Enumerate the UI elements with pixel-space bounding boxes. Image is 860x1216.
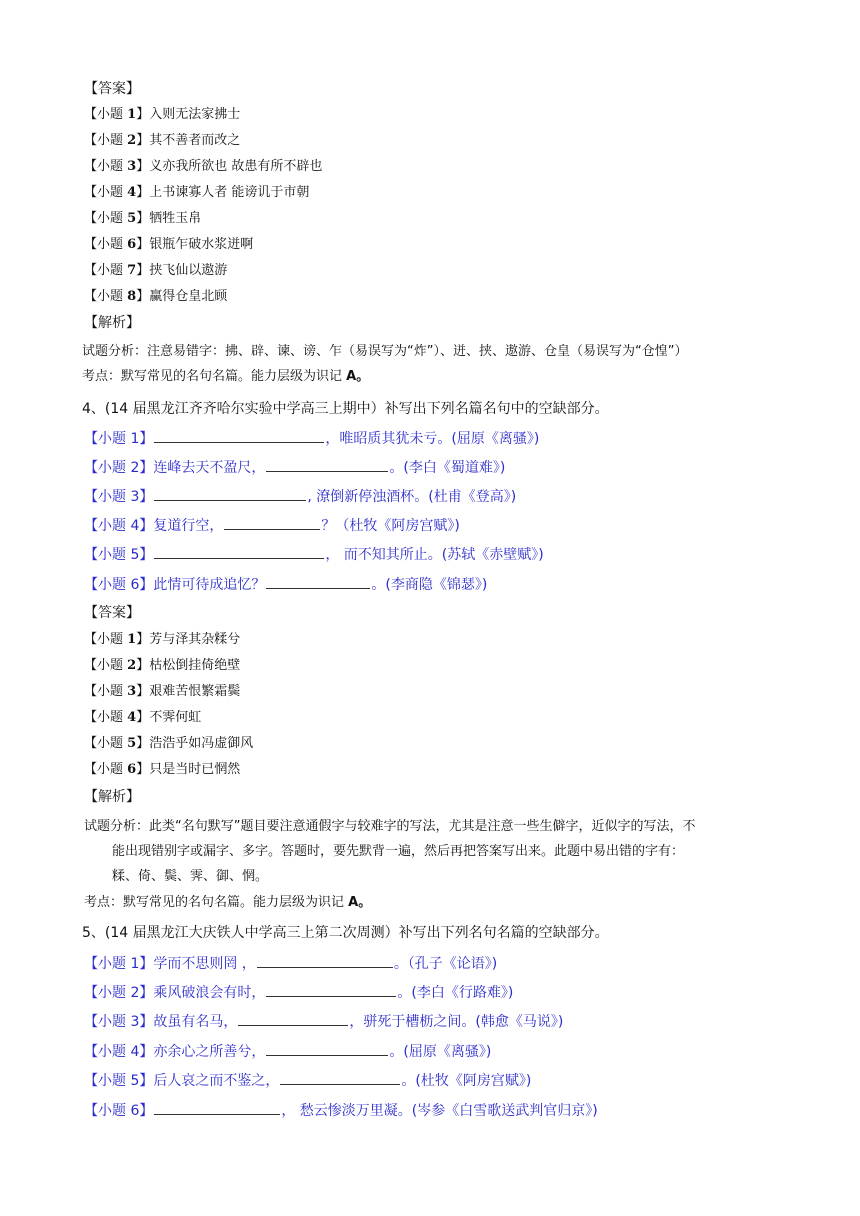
q5-item-1: 【小题 1】学而不思则罔 ， 。（孔子《论语》) <box>84 953 497 974</box>
blank-line[interactable] <box>280 1070 400 1085</box>
blank-line[interactable] <box>154 428 324 443</box>
q4-item-4: 【小题 4】复道行空， ？（杜牧《阿房宫赋》) <box>84 515 460 536</box>
answer-item: 【小题 6】只是当时已惘然 <box>84 762 241 777</box>
blank-line[interactable] <box>238 1011 348 1026</box>
q5-item-5: 【小题 5】后人哀之而不鉴之， 。(杜牧《阿房宫赋》) <box>84 1070 531 1091</box>
q5-item-6: 【小题 6】 ， 愁云惨淡万里凝。(岑参《白雪歌送武判官归京》) <box>84 1100 598 1121</box>
answer-item: 【小题 8】赢得仓皇北顾 <box>84 289 228 304</box>
answer-item: 【小题 1】入则无法家拂士 <box>84 107 241 122</box>
q4-item-1: 【小题 1】 ，唯昭质其犹未亏。(屈原《离骚》) <box>84 428 539 449</box>
q5-item-2: 【小题 2】乘风破浪会有时， 。(李白《行路难》) <box>84 982 513 1003</box>
kaodian-text: 考点：默写常见的名句名篇。能力层级为识记 A。 <box>84 895 372 910</box>
answer-item: 【小题 7】挟飞仙以遨游 <box>84 263 228 278</box>
answer-item: 【小题 5】浩浩乎如冯虚御风 <box>84 736 254 751</box>
analysis-text: 糅、倚、鬓、霁、御、惘。 <box>112 869 269 884</box>
blank-line[interactable] <box>154 1100 280 1115</box>
blank-line[interactable] <box>257 953 393 968</box>
analysis-heading: 【解析】 <box>84 315 140 331</box>
blank-line[interactable] <box>224 515 320 530</box>
blank-line[interactable] <box>266 574 370 589</box>
question-5-title: 5、(14 届黑龙江大庆铁人中学高三上第二次周测）补写出下列名句名篇的空缺部分。 <box>82 925 609 941</box>
answer-item: 【小题 4】不霁何虹 <box>84 710 202 725</box>
answer-item: 【小题 3】艰难苦恨繁霜鬓 <box>84 684 241 699</box>
answer-item: 【小题 5】牺牲玉帛 <box>84 211 202 226</box>
blank-line[interactable] <box>154 544 324 559</box>
q4-item-2: 【小题 2】连峰去天不盈尺， 。(李白《蜀道难》) <box>84 457 505 478</box>
q4-item-6: 【小题 6】此情可待成追忆？ 。(李商隐《锦瑟》) <box>84 574 487 595</box>
analysis-text: 能出现错别字或漏字、多字。答题时，要先默背一遍，然后再把答案写出来。此题中易出错的字有： <box>112 844 685 859</box>
answer-item: 【小题 6】银瓶乍破水浆迸啊 <box>84 237 254 252</box>
q5-item-3: 【小题 3】故虽有名马， ，骈死于槽枥之间。(韩愈《马说》) <box>84 1011 563 1032</box>
blank-line[interactable] <box>154 486 306 501</box>
question-4-title: 4、(14 届黑龙江齐齐哈尔实验中学高三上期中）补写出下列名篇名句中的空缺部分。 <box>82 401 609 417</box>
answer-item: 【小题 4】上书谏寡人者 能谤讥于市朝 <box>84 185 310 200</box>
answer-item: 【小题 1】芳与泽其杂糅兮 <box>84 632 241 647</box>
blank-line[interactable] <box>266 457 388 472</box>
analysis-heading: 【解析】 <box>84 789 140 805</box>
q5-item-4: 【小题 4】亦余心之所善兮， 。(屈原《离骚》) <box>84 1041 491 1062</box>
answer-item: 【小题 3】义亦我所欲也 故患有所不辟也 <box>84 159 323 174</box>
answer-item: 【小题 2】枯松倒挂倚绝壁 <box>84 658 241 673</box>
q4-item-5: 【小题 5】 ， 而不知其所止。(苏轼《赤壁赋》) <box>84 544 544 565</box>
blank-line[interactable] <box>266 982 396 997</box>
q4-item-3: 【小题 3】 , 潦倒新停浊酒杯。(杜甫《登高》) <box>84 486 516 507</box>
answer-heading: 【答案】 <box>84 81 140 97</box>
answer-heading: 【答案】 <box>84 605 140 621</box>
kaodian-text: 考点：默写常见的名句名篇。能力层级为识记 A。 <box>82 369 370 384</box>
answer-item: 【小题 2】其不善者而改之 <box>84 133 241 148</box>
blank-line[interactable] <box>266 1041 388 1056</box>
analysis-text: 试题分析：此类“名句默写”题目要注意通假字与较难字的写法，尤其是注意一些生僻字，近似字的写法，不 <box>84 819 696 834</box>
analysis-text: 试题分析：注意易错字：拂、辟、谏、谤、乍（易误写为“炸”）、迸、挟、遨游、仓皇（易误写为“仓惶”） <box>82 344 688 359</box>
